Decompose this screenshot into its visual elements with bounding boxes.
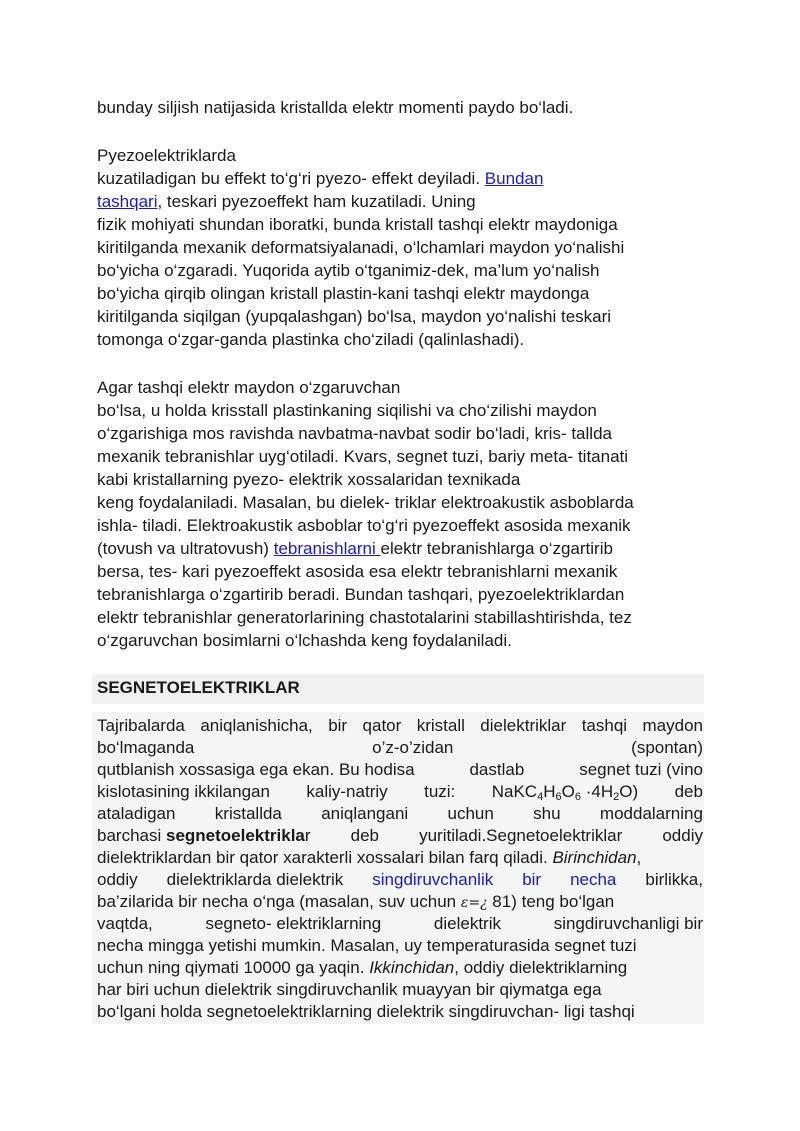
paragraph-line: Agar tashqi elektr maydon o‘zgaruvchan xyxy=(97,378,401,397)
word: bo‘lmaganda xyxy=(97,738,195,757)
word: birlikka, xyxy=(645,870,703,889)
text-run: uchun ning qiymati 10000 ga yaqin. xyxy=(97,958,370,977)
word: segneto- elektriklarning xyxy=(205,914,382,933)
paragraph-line: tebranishlarga o‘zgartirib beradi. Bundan tashqari, pyezoelektriklardan xyxy=(97,585,625,604)
paragraph-line: o‘zgarishiga mos ravishda navbatma-navbat sodir bo‘ladi, kris- tallda xyxy=(97,424,612,443)
italic-term: Birinchidan xyxy=(552,848,637,867)
word: kislotasining ikkilangan xyxy=(97,782,270,801)
word: kristallda xyxy=(214,804,282,823)
word: yuritiladi.Segnetoelektriklar xyxy=(419,826,623,845)
word: kristall xyxy=(416,716,465,735)
paragraph-line xyxy=(97,537,613,560)
paragraph-line xyxy=(97,715,703,737)
paragraph-line xyxy=(97,190,476,213)
paragraph-line: har biri uchun dielektrik singdiruvchanlik muayyan bir qiymatga ega xyxy=(97,980,602,999)
word: moddalarning xyxy=(599,804,703,823)
word: singdiruvchanligi bir xyxy=(553,914,703,933)
paragraph-line: kiritilganda siqilgan (yupqalashgan) bo‘lsa, maydon yo‘nalishi teskari xyxy=(97,307,612,326)
italic-term: Ikkinchidan xyxy=(369,958,455,977)
link-tebranishlarni[interactable]: tebranishlarni xyxy=(273,539,381,558)
text-run: barchasi segnetoelektriklar xyxy=(97,826,311,845)
highlighted-word: bir xyxy=(522,870,542,889)
word: Tajribalarda xyxy=(97,716,185,735)
text-run: kuzatiladigan bu effekt to‘g‘ri pyezo- effekt deyiladi. xyxy=(97,169,485,188)
paragraph-line xyxy=(97,803,703,825)
text-run: (tovush va ultratovush) xyxy=(97,539,274,558)
paragraph-line xyxy=(97,759,703,781)
paragraph-line: kabi kristallarning pyezo- elektrik xossalaridan texnikada xyxy=(97,470,521,489)
word: dielektriklar xyxy=(480,716,567,735)
paragraph-line: bo‘yicha qirqib olingan kristall plastin-kani tashqi elektr maydonga xyxy=(97,284,590,303)
word: oddiy xyxy=(97,870,138,889)
paragraph-line: bo‘yicha o‘zgaradi. Yuqorida aytib o‘tganimiz-dek, ma’lum yo‘nalish xyxy=(97,261,600,280)
epsilon-symbol: ε=¿ xyxy=(460,895,488,911)
word: deb xyxy=(674,782,703,801)
word: bir xyxy=(328,716,348,735)
word: kaliy-natriy xyxy=(306,782,388,801)
word: vaqtda, xyxy=(97,914,153,933)
word: o’z-o’zidan xyxy=(372,738,454,757)
link-tashqari[interactable]: tashqari xyxy=(97,192,158,211)
word: qator xyxy=(362,716,402,735)
text-run: elektr tebranishlarga o‘zgartirib xyxy=(380,539,613,558)
word: segnet tuzi (vino xyxy=(579,760,703,779)
chemical-formula: $NaKC_4H_6O_6 \cdot 4H_2O$) xyxy=(491,782,639,803)
paragraph-line xyxy=(97,737,703,759)
text-run: 81) teng bo‘lgan xyxy=(487,892,615,911)
paragraph-line: bo‘lsa, u holda krisstall plastinkaning siqilishi va cho‘zilishi maydon xyxy=(97,401,597,420)
paragraph-line: fizik mohiyati shundan iboratki, bunda kristall tashqi elektr maydoniga xyxy=(97,215,618,234)
paragraph-line xyxy=(97,869,703,891)
word: qutblanish xossasiga ega ekan. Bu hodisa xyxy=(97,760,415,779)
link-bundan[interactable]: Bundan xyxy=(484,169,544,188)
highlighted-word: necha xyxy=(570,870,617,889)
word: (spontan) xyxy=(631,738,703,757)
word: aniqlangani xyxy=(321,804,409,823)
paragraph-line: tomonga o‘zgar-ganda plastinka cho‘ziladi (qalinlashadi). xyxy=(97,330,525,349)
word: tuzi: xyxy=(424,782,456,801)
text-run: ba’zilarida bir necha o‘nga (masalan, suv uchun xyxy=(97,892,461,911)
word: dielektrik xyxy=(433,914,501,933)
section-heading: SEGNETOELEKTRIKLAR xyxy=(97,678,300,697)
paragraph-line xyxy=(97,891,614,914)
word: dastlab xyxy=(469,760,525,779)
paragraph-line xyxy=(97,913,703,935)
paragraph-line: elektr tebranishlar generatorlarining chastotalarini stabillashtirishda, tez xyxy=(97,608,632,627)
word: tashqi xyxy=(581,716,628,735)
text-run: , oddiy dielektriklarning xyxy=(454,958,628,977)
paragraph-line: kiritilganda mexanik deformatsiyalanadi, o‘lchamlari maydon yo‘nalishi xyxy=(97,238,625,257)
paragraph-line xyxy=(97,957,627,979)
paragraph-line xyxy=(97,847,641,869)
highlighted-word: singdiruvchanlik xyxy=(372,870,494,889)
paragraph-line: keng foydalaniladi. Masalan, bu dielek- triklar elektroakustik asboblarda xyxy=(97,493,634,512)
paragraph-line: mexanik tebranishlar uyg‘otiladi. Kvars, segnet tuzi, bariy meta- titanati xyxy=(97,447,629,466)
paragraph-line: bersa, tes- kari pyezoeffekt asosida esa elektr tebranishlarni mexanik xyxy=(97,562,618,581)
word: uchun xyxy=(447,804,494,823)
text-run: dielektriklardan bir qator xarakterli xossalari bilan farq qiladi. xyxy=(97,848,553,867)
paragraph-line: Pyezoelektriklarda xyxy=(97,146,236,165)
word: maydon xyxy=(642,716,703,735)
paragraph-line: o‘zgaruvchan bosimlarni o‘lchashda keng foydalaniladi. xyxy=(97,631,512,650)
paragraph-line: bunday siljish natijasida kristallda elektr momenti paydo bo‘ladi. xyxy=(97,98,574,117)
paragraph-line: ishla- tiladi. Elektroakustik asboblar to‘g‘ri pyezoeffekt asosida mexanik xyxy=(97,516,631,535)
paragraph-line: necha mingga yetishi mumkin. Masalan, uy temperaturasida segnet tuzi xyxy=(97,936,637,955)
text-run: , xyxy=(636,848,642,867)
bold-term: segnetoelektrikla xyxy=(165,826,305,845)
word: aniqlanishicha, xyxy=(200,716,313,735)
paragraph-line: bo‘lgani holda segnetoelektriklarning dielektrik singdiruvchan- ligi tashqi xyxy=(97,1002,635,1021)
word: oddiy xyxy=(662,826,703,845)
word: deb xyxy=(350,826,380,845)
word: ataladigan xyxy=(97,804,176,823)
paragraph-line xyxy=(97,167,543,190)
word: shu xyxy=(533,804,561,823)
text-run: , teskari pyezoeffekt ham kuzatiladi. Uning xyxy=(157,192,476,211)
word: dielektriklarda dielektrik xyxy=(166,870,344,889)
paragraph-line xyxy=(97,825,703,847)
